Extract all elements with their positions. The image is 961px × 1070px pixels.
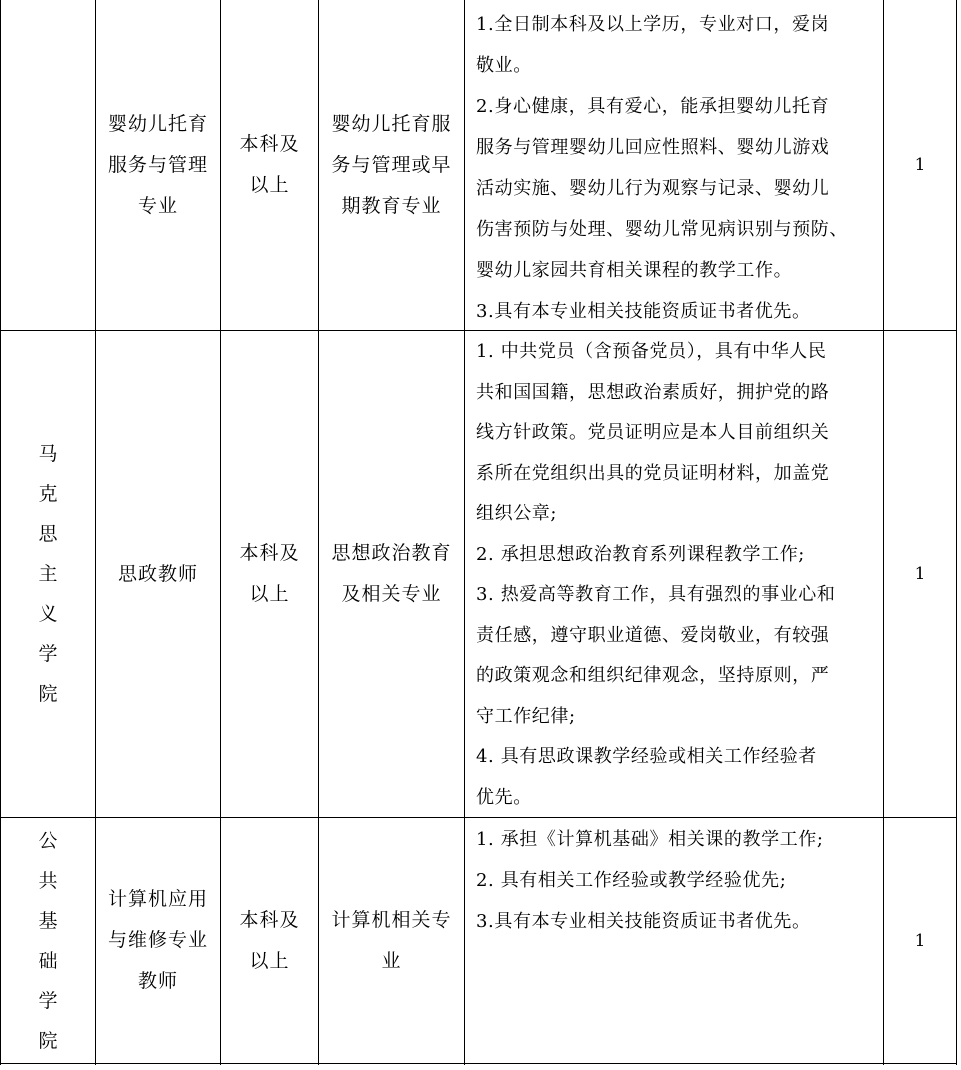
requirement-line: 4. 具有思政课教学经验或相关工作经验者 — [476, 746, 817, 767]
department-char: 义 — [38, 603, 58, 625]
requirement-line: 责任感，遵守职业道德、爱岗敬业，有较强 — [476, 624, 830, 646]
department-char: 学 — [38, 643, 58, 665]
requirements-cell — [476, 819, 880, 942]
requirements-cell — [476, 4, 880, 332]
position-line: 教师 — [137, 970, 178, 992]
major-cell — [319, 0, 464, 330]
education-line: 本科及 — [239, 133, 300, 155]
position-line: 思政教师 — [117, 562, 198, 585]
requirement-line: 共和国国籍，思想政治素质好，拥护党的路 — [476, 381, 830, 403]
requirement-line: 线方针政策。党员证明应是本人目前组织关 — [476, 422, 830, 443]
education-cell — [221, 818, 318, 1063]
requirement-line: 组织公章; — [476, 503, 558, 524]
major-line: 业 — [381, 949, 402, 972]
requirement-line: 活动实施、婴幼儿行为观察与记录、婴幼儿 — [476, 178, 830, 199]
requirement-line: 服务与管理婴幼儿回应性照料、婴幼儿游戏 — [476, 137, 830, 158]
major-cell — [319, 818, 464, 1063]
requirement-line: 守工作纪律; — [476, 705, 576, 727]
requirement-line: 系所在党组织出具的党员证明材料，加盖党 — [476, 462, 830, 484]
position-cell — [96, 0, 220, 330]
department-char: 基 — [38, 909, 58, 932]
education-cell — [221, 0, 318, 330]
education-line: 以上 — [249, 949, 290, 972]
position-line: 服务与管理 — [107, 153, 208, 176]
major-line: 思想政治教育 — [331, 542, 452, 564]
department-char: 马 — [38, 443, 58, 465]
position-line: 婴幼儿托育 — [107, 112, 208, 135]
count-cell: 1 — [914, 930, 926, 951]
major-line: 婴幼儿托育服 — [331, 112, 452, 135]
major-line: 期教育专业 — [341, 194, 442, 217]
department-cell — [1, 331, 95, 817]
requirement-line: 2.身心健康，具有爱心，能承担婴幼儿托育 — [476, 96, 830, 117]
major-line: 计算机相关专 — [331, 908, 452, 931]
department-cell — [1, 0, 95, 330]
count-cell: 1 — [914, 155, 926, 175]
requirement-line: 1. 中共党员（含预备党员），具有中华人民 — [476, 341, 827, 362]
requirement-line: 优先。 — [476, 786, 532, 808]
requirement-line: 1.全日制本科及以上学历，专业对口，爱岗 — [476, 14, 830, 35]
department-char: 公 — [38, 829, 58, 852]
requirement-line: 3.具有本专业相关技能资质证书者优先。 — [476, 301, 811, 322]
department-cell — [1, 818, 95, 1063]
requirement-line: 1. 承担《计算机基础》相关课的教学工作; — [476, 829, 824, 850]
department-char: 主 — [38, 563, 58, 585]
major-line: 及相关专业 — [341, 583, 442, 605]
position-line: 与维修专业 — [107, 929, 208, 951]
department-char: 克 — [38, 483, 58, 505]
department-char: 础 — [38, 949, 58, 972]
department-char: 思 — [38, 523, 58, 545]
requirement-line: 婴幼儿家园共育相关课程的教学工作。 — [476, 260, 793, 281]
department-char: 院 — [38, 683, 58, 705]
position-cell — [96, 818, 220, 1063]
education-line: 以上 — [249, 583, 290, 605]
requirement-line: 3.具有本专业相关技能资质证书者优先。 — [476, 911, 811, 932]
requirement-line: 3. 热爱高等教育工作，具有强烈的事业心和 — [476, 584, 836, 605]
position-cell — [96, 331, 220, 817]
requirements-cell — [476, 332, 880, 818]
requirement-line: 伤害预防与处理、婴幼儿常见病识别与预防、 — [476, 219, 848, 240]
position-line: 计算机应用 — [107, 888, 208, 910]
department-char: 院 — [38, 1029, 58, 1052]
major-cell — [319, 331, 464, 817]
education-line: 本科及 — [239, 542, 300, 564]
education-line: 以上 — [249, 174, 290, 196]
requirement-line: 2. 承担思想政治教育系列课程教学工作; — [476, 543, 805, 565]
education-line: 本科及 — [239, 908, 300, 931]
requirement-line: 敬业。 — [476, 55, 532, 76]
requirement-line: 的政策观念和组织纪律观念，坚持原则，严 — [476, 665, 830, 686]
major-line: 务与管理或早 — [331, 153, 452, 176]
department-char: 学 — [38, 989, 58, 1012]
education-cell — [221, 331, 318, 817]
position-line: 专业 — [137, 194, 178, 217]
requirement-line: 2. 具有相关工作经验或教学经验优先; — [476, 870, 787, 891]
count-cell: 1 — [914, 564, 926, 584]
department-char: 共 — [38, 869, 58, 892]
